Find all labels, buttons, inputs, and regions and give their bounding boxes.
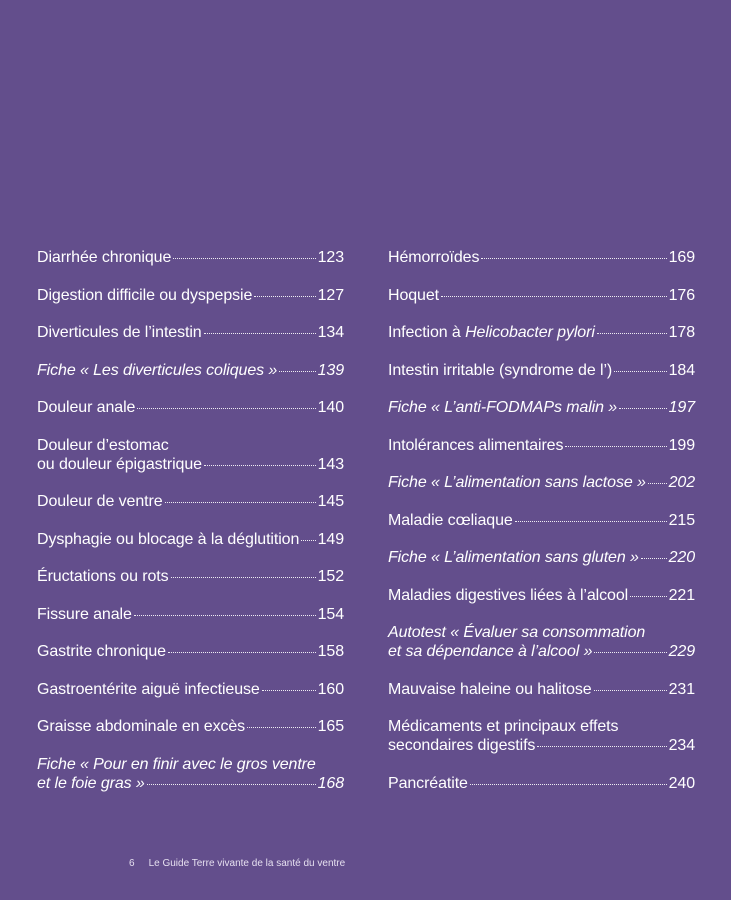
toc-entry-line	[388, 436, 695, 455]
toc-entry-title	[388, 680, 592, 699]
toc-entry-page-number: 145	[317, 493, 344, 510]
toc-entry-title-text: Intolérances alimentaires	[388, 436, 564, 454]
toc-entry-title-text: Douleur anale	[37, 399, 136, 416]
toc-dot-leader	[247, 727, 316, 728]
toc-entry-page-number: 184	[668, 361, 695, 379]
toc-entry-line	[37, 286, 344, 305]
toc-entry-title-text: Infection à	[388, 324, 466, 341]
toc-dot-leader	[173, 258, 315, 259]
toc-dot-leader	[630, 596, 667, 597]
toc-entry-line	[388, 361, 695, 380]
toc-entry-line	[37, 398, 344, 417]
toc-dot-leader	[594, 652, 666, 653]
toc-entry-page-number: 229	[668, 643, 695, 660]
toc-entry-title-text: Pancréatite	[388, 774, 468, 792]
toc-entry-title	[37, 492, 163, 511]
toc-entry-title	[388, 548, 639, 567]
toc-entry-title-text: Diverticules de l’intestin	[37, 324, 202, 341]
toc-dot-leader	[137, 408, 315, 409]
toc-entry-page-number: 197	[668, 399, 695, 416]
toc-entry-title	[37, 774, 145, 793]
toc-entry	[388, 623, 695, 661]
toc-entry-title	[37, 398, 135, 417]
toc-dot-leader	[262, 690, 316, 691]
toc-entry-title-text: Graisse abdominale en excès	[37, 718, 246, 735]
toc-dot-leader	[165, 502, 316, 503]
toc-entry	[388, 473, 695, 492]
toc-entry-line	[388, 548, 695, 567]
toc-entry-title-text: Hémorroïdes	[388, 249, 480, 266]
toc-entry-page-number: 202	[668, 474, 695, 491]
toc-entry	[37, 680, 344, 699]
toc-entry-line	[37, 642, 344, 661]
toc-entry-page-number: 178	[668, 324, 695, 341]
toc-entry-line	[388, 586, 695, 605]
table-of-contents	[37, 248, 695, 811]
toc-entry-title	[37, 680, 260, 699]
toc-dot-leader	[204, 333, 316, 334]
toc-dot-leader	[204, 465, 316, 466]
toc-entry-page-number: 154	[317, 605, 344, 623]
toc-entry-page-number: 199	[668, 436, 695, 454]
toc-entry	[388, 361, 695, 380]
toc-entry	[37, 530, 344, 549]
toc-dot-leader	[515, 521, 667, 522]
toc-entry	[37, 492, 344, 511]
toc-entry-title	[37, 248, 171, 267]
toc-entry-title	[37, 642, 166, 661]
toc-entry-page-number: 134	[317, 324, 344, 341]
toc-entry	[388, 398, 695, 417]
toc-entry-title-text: Maladies digestives liées à l’alcool	[388, 586, 629, 604]
toc-dot-leader	[279, 371, 315, 372]
toc-dot-leader	[301, 540, 315, 541]
toc-entry-page-number: 149	[317, 530, 344, 548]
toc-entry-title-line1: Fiche « Pour en finir avec le gros ventre	[37, 755, 316, 773]
toc-entry-page-number: 240	[668, 774, 695, 792]
footer-book-title: Le Guide Terre vivante de la santé du ventre	[148, 858, 346, 869]
toc-entry	[388, 436, 695, 455]
toc-entry-title-text: Fiche « L’alimentation sans lactose »	[388, 474, 646, 491]
toc-dot-leader	[171, 577, 316, 578]
toc-entry-page-number: 215	[668, 511, 695, 529]
toc-entry-title-text: Digestion difficile ou dyspepsie	[37, 286, 253, 304]
toc-entry-line	[37, 774, 344, 793]
toc-entry-line	[388, 398, 695, 417]
toc-dot-leader	[537, 746, 666, 747]
toc-entry-title	[388, 774, 468, 793]
toc-entry-line	[37, 680, 344, 699]
toc-entry-line	[37, 530, 344, 549]
toc-dot-leader	[470, 784, 667, 785]
toc-entry-title	[388, 248, 479, 267]
toc-entry-line	[388, 774, 695, 793]
toc-entry-title-text: et le foie gras »	[37, 774, 145, 792]
toc-entry	[388, 586, 695, 605]
toc-entry-title	[388, 473, 646, 492]
toc-dot-leader	[441, 296, 667, 297]
toc-entry-title-text: Maladie cœliaque	[388, 511, 513, 529]
toc-entry-page-number: 158	[317, 643, 344, 660]
toc-dot-leader	[565, 446, 666, 447]
toc-entry-title	[388, 323, 595, 342]
toc-entry-title-text: ou douleur épigastrique	[37, 455, 202, 473]
footer-page-number: 6	[129, 858, 135, 869]
toc-dot-leader	[597, 333, 667, 334]
toc-entry-page-number: 152	[317, 568, 344, 585]
toc-column-right	[388, 248, 695, 811]
toc-entry-line	[388, 680, 695, 699]
toc-entry-title	[388, 286, 439, 305]
toc-entry-title-text: Gastrite chronique	[37, 643, 166, 660]
toc-dot-leader	[168, 652, 316, 653]
toc-entry	[388, 548, 695, 567]
toc-entry-line	[388, 286, 695, 305]
toc-entry-title	[37, 605, 132, 624]
toc-entry	[388, 511, 695, 530]
toc-entry-title	[388, 642, 592, 661]
toc-entry-title	[388, 436, 563, 455]
toc-entry-line	[388, 323, 695, 342]
toc-entry	[388, 774, 695, 793]
toc-entry-title	[37, 567, 169, 586]
toc-entry-page-number: 169	[668, 249, 695, 266]
toc-entry-title	[37, 455, 202, 474]
toc-entry-title-text: Fissure anale	[37, 605, 132, 623]
toc-dot-leader	[641, 558, 667, 559]
toc-entry-title	[388, 736, 535, 755]
toc-entry-line	[37, 455, 344, 474]
toc-entry-title-text: Hoquet	[388, 286, 439, 304]
toc-dot-leader	[134, 615, 316, 616]
toc-entry	[388, 717, 695, 755]
toc-entry-line	[37, 605, 344, 624]
toc-entry-title-text: et sa dépendance à l’alcool »	[388, 643, 593, 660]
toc-dot-leader	[648, 483, 667, 484]
toc-entry	[37, 567, 344, 586]
toc-entry-page-number: 176	[668, 286, 695, 304]
toc-entry-line	[37, 248, 344, 267]
toc-entry-line	[37, 323, 344, 342]
toc-entry-title	[37, 361, 277, 380]
toc-entry-page-number: 140	[317, 399, 344, 416]
toc-entry-line	[388, 736, 695, 755]
toc-entry-title-text: Dysphagie ou blocage à la déglutition	[37, 530, 300, 548]
toc-entry-line	[388, 248, 695, 267]
toc-entry-title	[388, 361, 612, 380]
toc-entry-title-text: Mauvaise haleine ou halitose	[388, 680, 592, 698]
toc-entry	[37, 248, 344, 267]
page-footer	[129, 858, 345, 870]
toc-entry-page-number: 168	[317, 774, 344, 792]
toc-entry	[37, 642, 344, 661]
toc-entry	[37, 398, 344, 417]
toc-entry	[388, 286, 695, 305]
toc-entry	[388, 248, 695, 267]
toc-entry-page-number: 221	[668, 586, 695, 604]
toc-entry-title	[37, 323, 202, 342]
toc-entry	[388, 323, 695, 342]
toc-entry-title-text: Diarrhée chronique	[37, 249, 172, 266]
toc-dot-leader	[614, 371, 666, 372]
toc-entry-title-text: secondaires digestifs	[388, 737, 536, 754]
toc-entry-page-number: 160	[317, 680, 344, 698]
toc-entry	[37, 436, 344, 474]
toc-dot-leader	[254, 296, 315, 297]
toc-entry-line	[37, 717, 344, 736]
toc-entry-line	[388, 473, 695, 492]
toc-entry-title-line1: Autotest « Évaluer sa consommation	[388, 624, 646, 641]
toc-entry-title	[37, 530, 299, 549]
toc-entry-page-number: 143	[317, 455, 344, 473]
toc-entry-page-number: 231	[668, 680, 695, 698]
toc-entry-line	[37, 492, 344, 511]
toc-entry	[37, 361, 344, 380]
toc-column-left	[37, 248, 344, 811]
toc-entry-page-number: 220	[668, 549, 695, 566]
toc-entry-page-number: 139	[317, 361, 344, 379]
toc-entry-line	[388, 642, 695, 661]
toc-entry-title-text: Éructations ou rots	[37, 568, 169, 585]
toc-entry-title-text: Douleur de ventre	[37, 493, 163, 510]
toc-entry-title	[388, 511, 513, 530]
toc-entry	[37, 717, 344, 736]
toc-entry-page-number: 127	[317, 286, 344, 304]
toc-entry-title	[37, 286, 252, 305]
toc-entry-page-number: 165	[317, 718, 344, 735]
toc-entry	[37, 755, 344, 793]
toc-entry-title-italic: Helicobacter pylori	[465, 324, 595, 341]
toc-entry-title	[388, 398, 617, 417]
toc-entry-title-line1: Douleur d’estomac	[37, 436, 169, 454]
toc-entry	[388, 680, 695, 699]
toc-entry-page-number: 123	[317, 249, 344, 266]
toc-dot-leader	[594, 690, 667, 691]
toc-entry-title-text: Fiche « L’alimentation sans gluten »	[388, 549, 639, 566]
toc-entry-line	[37, 567, 344, 586]
toc-entry-title-text: Gastroentérite aiguë infectieuse	[37, 680, 260, 698]
toc-entry-title	[388, 586, 628, 605]
toc-entry-title-text: Fiche « L’anti-FODMAPs malin »	[388, 399, 618, 416]
toc-entry-title-text: Intestin irritable (syndrome de l’)	[388, 361, 613, 379]
toc-entry	[37, 286, 344, 305]
toc-entry-line	[37, 361, 344, 380]
toc-dot-leader	[619, 408, 667, 409]
toc-entry	[37, 605, 344, 624]
toc-entry-title	[37, 717, 245, 736]
toc-dot-leader	[147, 784, 316, 785]
toc-entry-line	[388, 511, 695, 530]
toc-entry-title-text: Fiche « Les diverticules coliques »	[37, 361, 278, 379]
toc-dot-leader	[481, 258, 666, 259]
toc-entry	[37, 323, 344, 342]
toc-entry-title-line1: Médicaments et principaux effets	[388, 718, 619, 735]
toc-entry-page-number: 234	[668, 737, 695, 754]
